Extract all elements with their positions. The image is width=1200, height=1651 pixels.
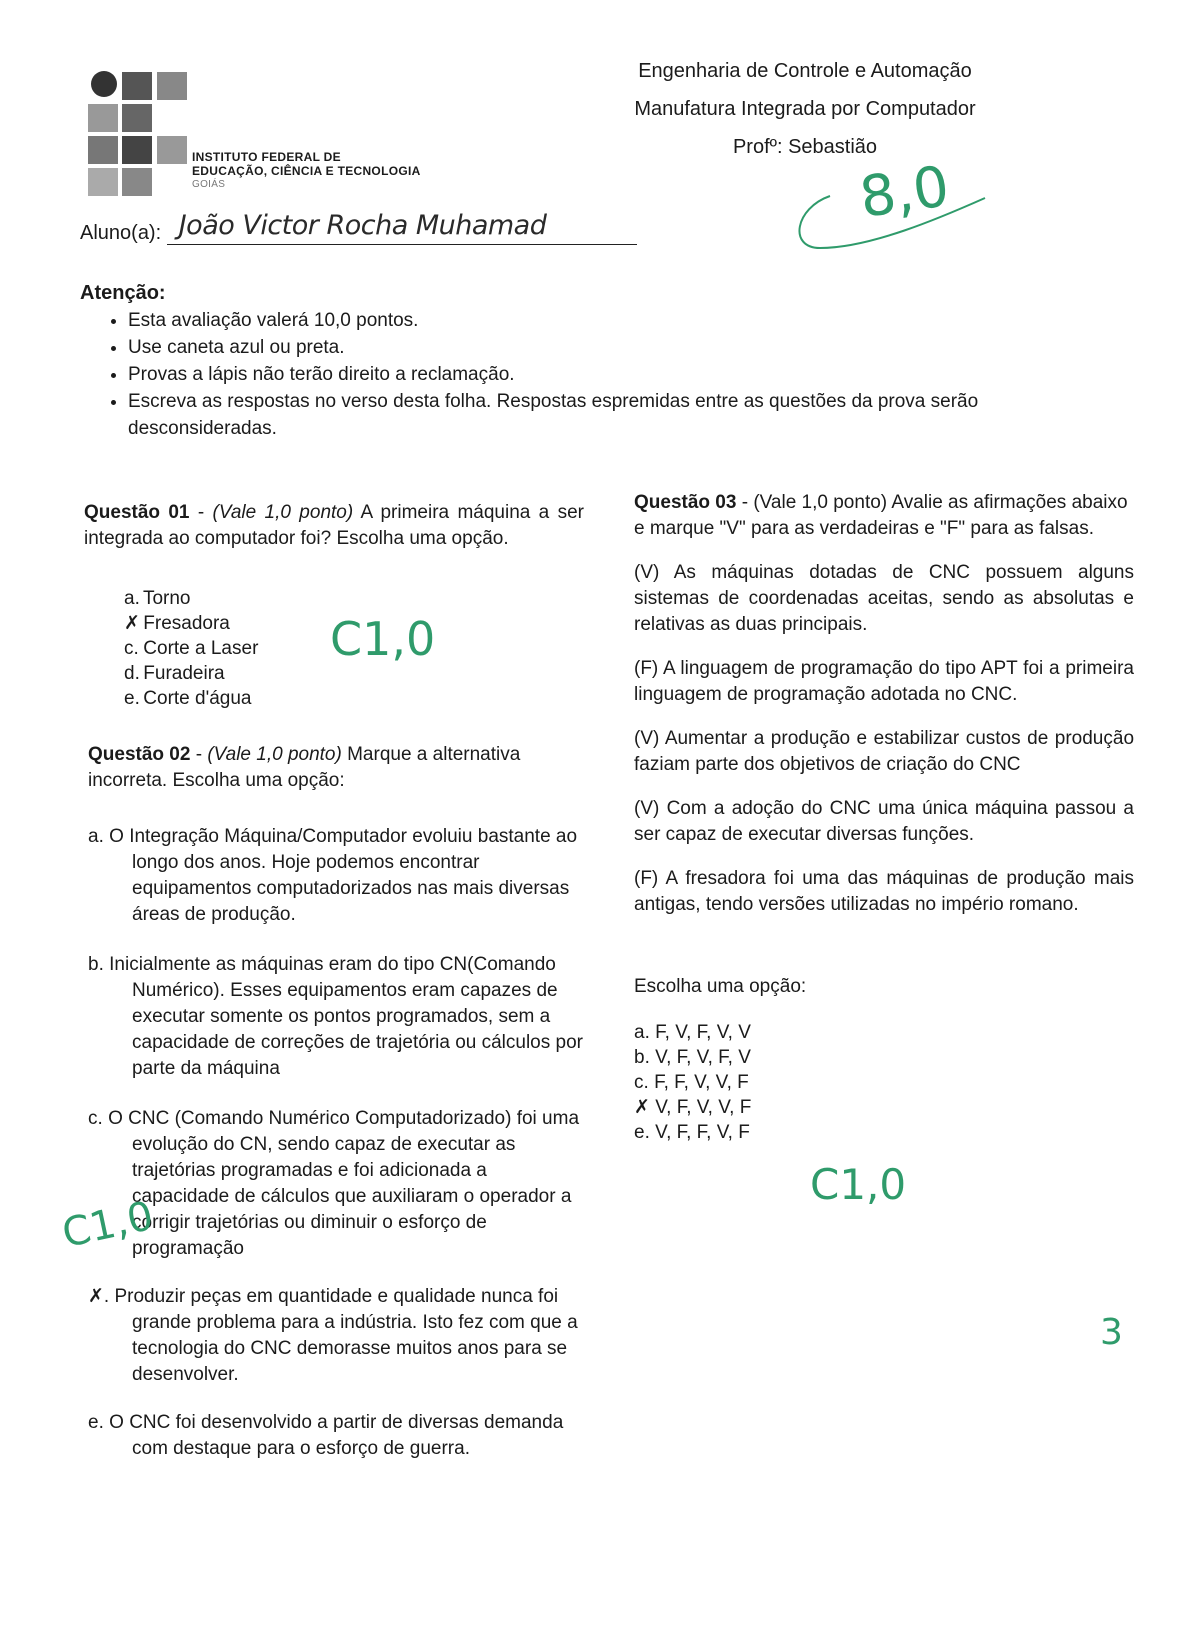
choose-label: Escolha uma opção:: [634, 976, 807, 997]
option-d: d. Furadeira: [124, 663, 225, 684]
option-e: e. Corte d'água: [124, 688, 252, 709]
professor-name: Profº: Sebastião: [732, 136, 878, 158]
statement-2: (F) A linguagem de programação do tipo APT foi a primeira linguagem de programação adotada no CNC.: [634, 658, 1134, 705]
option-d-selected: ✗ V, F, V, V, F: [634, 1097, 752, 1118]
attention-title: Atenção:: [80, 282, 166, 304]
attention-item: • Escreva as respostas no verso desta folha. Respostas espremidas entre as questões da prova serão desconsideradas.: [128, 388, 1128, 442]
institute-logo: [82, 70, 192, 200]
option-e: e. V, F, F, V, F: [634, 1122, 750, 1143]
question-02-prompt: Questão 02 - (Vale 1,0 ponto) Marque a alternativa incorreta. Escolha uma opção:: [88, 744, 521, 791]
statement-1: (V) As máquinas dotadas de CNC possuem alguns sistemas de coordenadas aceitas, sendo as absolutas e relativas as duas principais.: [634, 562, 1134, 635]
statement-4: (V) Com a adoção do CNC uma única máquina passou a ser capaz de executar diversas funções.: [634, 798, 1134, 845]
attention-item: • Provas a lápis não terão direito a reclamação.: [128, 361, 1128, 388]
page-number: 3: [1100, 1312, 1123, 1353]
grade-swoosh: [790, 188, 990, 258]
option-a: a. O Integração Máquina/Computador evoluiu bastante ao longo dos anos. Hoje podemos encontrar equipamentos computadorizados nas mais diversas áreas de produção.: [88, 826, 578, 925]
option-c: c. Corte a Laser: [124, 638, 259, 659]
question-03-prompt: Questão 03 - (Vale 1,0 ponto) Avalie as afirmações abaixo e marque "V" para as verdadeiras e "F" para as falsas.: [634, 492, 1128, 539]
question-02: [88, 742, 588, 1462]
attention-item: • Esta avaliação valerá 10,0 pontos.: [128, 307, 1128, 334]
q2-grade: C1,0: [58, 1192, 158, 1258]
total-grade: 8,0: [855, 154, 954, 231]
option-b-selected: ✗ Fresadora: [124, 613, 230, 634]
student-label: Aluno(a):: [80, 222, 162, 244]
q1-grade: C1,0: [330, 612, 436, 666]
option-c: c. F, F, V, V, F: [634, 1072, 749, 1093]
attention-section: [80, 282, 1128, 442]
option-c: c. O CNC (Comando Numérico Computadorizado) foi uma evolução do CN, sendo capaz de executar as trajetórias programadas e foi adicionada a capacidade de cálculos que auxiliaram o operador a corrigir trajetórias ou diminuir o esforço de programação: [88, 1108, 580, 1259]
q3-grade: C1,0: [810, 1160, 907, 1209]
student-field: [80, 210, 637, 245]
option-a: a. Torno: [124, 588, 191, 609]
option-b: b. V, F, V, F, V: [634, 1047, 751, 1068]
student-name: João Victor Rocha Muhamad: [178, 210, 547, 241]
statement-5: (F) A fresadora foi uma das máquinas de produção mais antigas, tendo versões utilizadas no império romano.: [634, 868, 1134, 915]
subject-name: Manufatura Integrada por Computador: [634, 98, 976, 120]
attention-item: • Use caneta azul ou preta.: [128, 334, 1128, 361]
option-a: a. F, V, F, V, V: [634, 1022, 751, 1043]
question-01-prompt: Questão 01 - (Vale 1,0 ponto) A primeira máquina a ser integrada ao computador foi? Escolha uma opção.: [84, 502, 584, 549]
question-01: [84, 500, 584, 711]
course-header: [600, 52, 1010, 166]
option-b: b. Inicialmente as máquinas eram do tipo CN(Comando Numérico). Esses equipamentos eram capazes de executar somente os pontos programados, sem a capacidade de correções de trajetória ou cálculos por parte da máquina: [88, 954, 583, 1079]
institution-name: INSTITUTO FEDERAL DE EDUCAÇÃO, CIÊNCIA E TECNOLOGIA GOIÁS: [192, 150, 421, 190]
course-name: Engenharia de Controle e Automação: [638, 60, 972, 82]
statement-3: (V) Aumentar a produção e estabilizar custos de produção faziam parte dos objetivos de criação do CNC: [634, 728, 1135, 775]
question-03: [634, 490, 1134, 1145]
option-d-selected: ✗. Produzir peças em quantidade e qualidade nunca foi grande problema para a indústria. Isto fez com que a tecnologia do CNC demorasse muitos anos para se desenvolver.: [88, 1286, 578, 1385]
option-e: e. O CNC foi desenvolvido a partir de diversas demanda com destaque para o esforço de guerra.: [88, 1412, 564, 1459]
